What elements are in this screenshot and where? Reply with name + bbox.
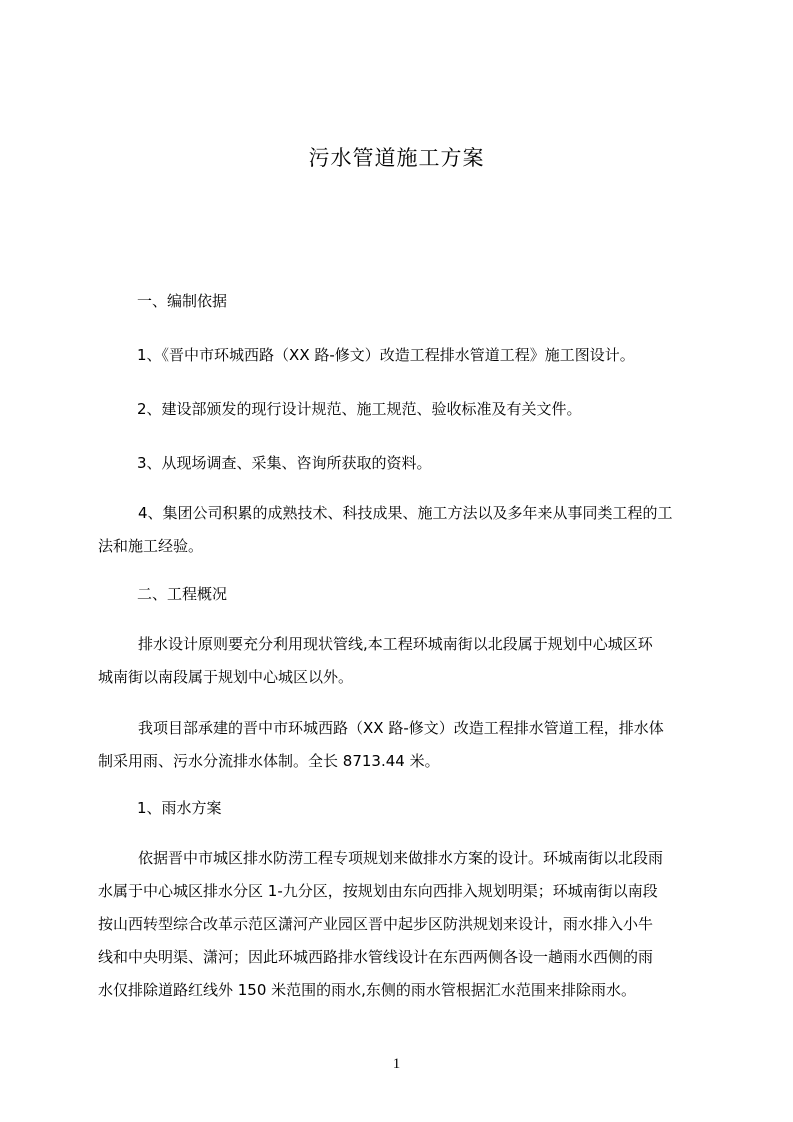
overview-paragraph-1-line-2: 城南街以南段属于规划中心城区以外。 [98,668,354,686]
overview-paragraph-1-line-1: 排水设计原则要充分利用现状管线,本工程环城南街以北段属于规划中心城区环 [138,635,653,653]
rainwater-paragraph-line-1: 依据晋中市城区排水防涝工程专项规划来做排水方案的设计。环城南街以北段雨 [138,849,664,867]
rainwater-paragraph-line-2: 水属于中心城区排水分区 1-九分区，按规划由东向西排入规划明渠；环城南街以南段 [98,882,658,900]
basis-item-1: 1、《晋中市环城西路（XX 路-修文）改造工程排水管道工程》施工图设计。 [137,346,635,364]
basis-item-4 [98,497,678,563]
section-heading-basis: 一、编制依据 [137,292,228,310]
basis-item-4-line-1: 4、集团公司积累的成熟技术、科技成果、施工方法以及多年来从事同类工程的工 [138,504,673,522]
basis-item-3: 3、从现场调查、采集、咨询所获取的资料。 [137,454,432,472]
basis-item-4-line-2: 法和施工经验。 [98,537,204,555]
overview-paragraph-2 [98,712,678,778]
page-number: 1 [392,1056,401,1072]
rainwater-paragraph-line-3: 按山西转型综合改革示范区潇河产业园区晋中起步区防洪规划来设计，雨水排入小牛 [98,915,654,933]
rainwater-paragraph-line-4: 线和中央明渠、潇河；因此环城西路排水管线设计在东西两侧各设一趟雨水西侧的雨 [98,948,654,966]
rainwater-paragraph [98,842,678,1007]
basis-item-2: 2、建设部颁发的现行设计规范、施工规范、验收标准及有关文件。 [137,400,582,418]
overview-paragraph-2-line-2: 制采用雨、污水分流排水体制。全长 8713.44 米。 [98,752,440,770]
overview-paragraph-1 [98,628,678,694]
overview-paragraph-2-line-1: 我项目部承建的晋中市环城西路（XX 路-修文）改造工程排水管道工程，排水体 [138,719,664,737]
rainwater-paragraph-line-5: 水仅排除道路红线外 150 米范围的雨水,东侧的雨水管根据汇水范围来排除雨水。 [98,981,636,999]
section-heading-overview: 二、工程概况 [137,585,228,603]
document-title: 污水管道施工方案 [308,146,485,170]
subsection-heading-rainwater: 1、雨水方案 [137,799,222,817]
